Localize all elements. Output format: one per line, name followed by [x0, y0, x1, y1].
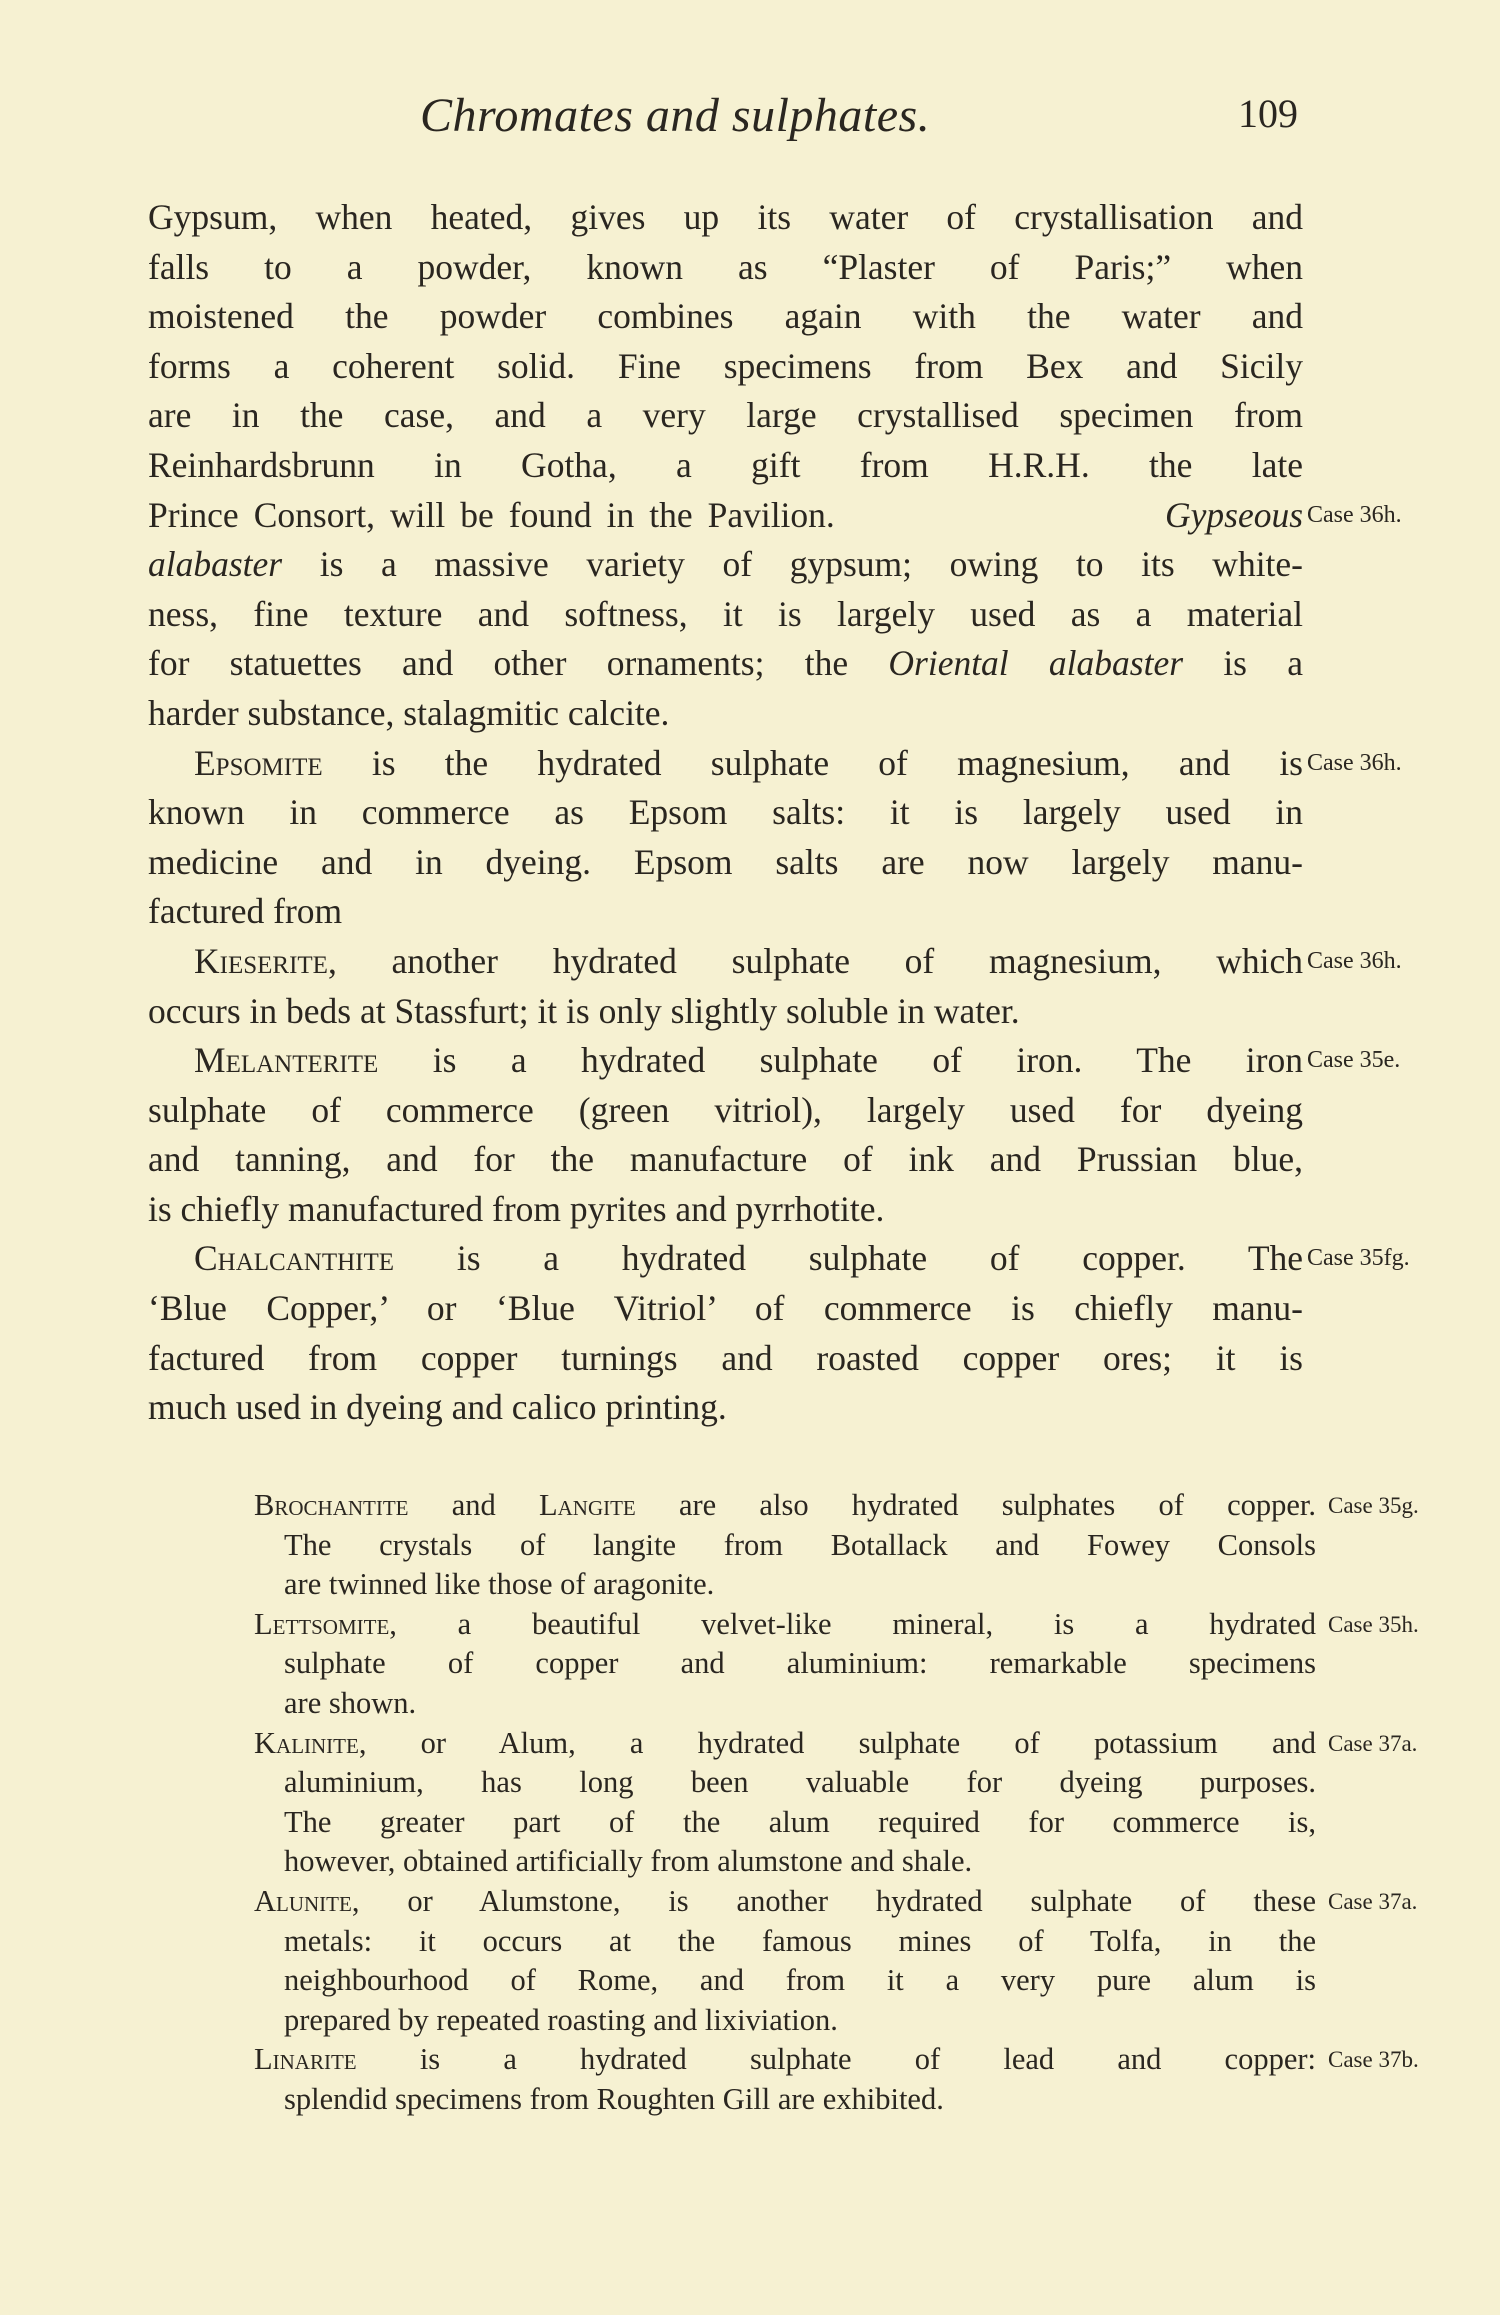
entry-kalinite: [254, 1724, 1418, 1882]
mineral-name: Chalcanthite: [194, 1238, 395, 1279]
text-line: falls to a powder, known as “Plaster of Paris;” when: [148, 246, 1303, 287]
entry-brochantite: [254, 1486, 1419, 1605]
main-text: [148, 193, 1410, 1433]
text-line: are in the case, and a very large crystallised specimen from: [148, 395, 1303, 436]
line-text: Prince Consort, will be found in the Pavilion.: [148, 494, 835, 535]
text-line: [148, 639, 1303, 689]
text-line: [148, 491, 1402, 541]
entry-alunite: [254, 1882, 1418, 2040]
text-line: sulphate of copper and aluminium: remarkable specimens: [284, 1646, 1316, 1681]
term-oriental-alabaster: Oriental alabaster: [888, 643, 1184, 684]
small-print-entries: [254, 1486, 1419, 2120]
text-line: [148, 937, 1402, 987]
text-line: prepared by repeated roasting and lixiviation.: [284, 2002, 838, 2037]
text-line: known in commerce as Epsom salts: it is largely used in: [148, 792, 1303, 833]
text-line: [148, 540, 1303, 590]
entry-lettsomite: [254, 1605, 1419, 1724]
line-text: , or Alum, a hydrated sulphate of potassium and: [358, 1725, 1316, 1760]
text-line: factured from copper turnings and roasted copper ores; it is: [148, 1337, 1303, 1378]
text-line: however, obtained artificially from alumstone and shale.: [284, 1844, 973, 1879]
case-reference: Case 36h.: [1307, 749, 1402, 776]
case-reference: Case 36h.: [1307, 947, 1402, 974]
text-line: [254, 1724, 1418, 1764]
case-reference: Case 35g.: [1328, 1493, 1419, 1518]
line-text: , a beautiful velvet-like mineral, is a hydrated: [389, 1606, 1316, 1641]
line-text: is the hydrated sulphate of magnesium, and is: [371, 742, 1303, 783]
term-gypseous: Gypseous: [1164, 494, 1304, 535]
text-line: ness, fine texture and softness, it is largely used as a material: [148, 593, 1303, 634]
text-line: and tanning, and for the manufacture of ink and Prussian blue,: [148, 1139, 1303, 1180]
line-text: is a massive variety of gypsum; owing to its white-: [319, 544, 1304, 585]
mineral-name: Langite: [538, 1488, 636, 1522]
text-line: neighbourhood of Rome, and from it a very pure alum is: [284, 1963, 1316, 1998]
text-line: factured from: [148, 891, 343, 932]
mineral-name: Lettsomite: [254, 1606, 390, 1641]
mineral-name: Alunite: [254, 1883, 352, 1918]
text-line: harder substance, stalagmitic calcite.: [148, 692, 670, 733]
mineral-name: Kalinite: [254, 1725, 359, 1760]
case-reference: Case 35e.: [1307, 1047, 1401, 1074]
page-number: 109: [1238, 91, 1298, 136]
line-text: is a hydrated sulphate of iron. The iron: [432, 1040, 1303, 1081]
text-line: much used in dyeing and calico printing.: [148, 1387, 727, 1428]
text-line: is chiefly manufactured from pyrites and pyrrhotite.: [148, 1188, 885, 1229]
text-line: medicine and in dyeing. Epsom salts are now largely manu-: [148, 841, 1303, 882]
running-header: [0, 88, 1500, 148]
case-reference: Case 37b.: [1328, 2047, 1419, 2073]
text-line: ‘Blue Copper,’ or ‘Blue Vitriol’ of commerce is chiefly manu-: [148, 1288, 1303, 1329]
case-reference: Case 35fg.: [1307, 1245, 1410, 1272]
mineral-name: Kieserite: [194, 940, 328, 981]
line-text: , or Alumstone, is another hydrated sulphate of these: [351, 1883, 1316, 1918]
text-line: splendid specimens from Roughten Gill are exhibited.: [284, 2081, 944, 2116]
text-line: Gypsum, when heated, gives up its water of crystallisation and: [148, 197, 1303, 237]
line-text: for statuettes and other ornaments; the: [148, 643, 849, 684]
paragraph-epsomite: [148, 739, 1402, 937]
paragraph-kieserite: [148, 937, 1402, 1036]
paragraph-gypsum: [148, 193, 1402, 739]
mineral-name: Brochantite: [254, 1488, 409, 1522]
text-line: moistened the powder combines again with the water and: [148, 296, 1303, 337]
text-line: [148, 739, 1402, 789]
line-text: , another hydrated sulphate of magnesium, which: [327, 940, 1303, 981]
text-line: [148, 1036, 1401, 1086]
text-line: are shown.: [284, 1685, 417, 1720]
line-text: and: [451, 1488, 496, 1522]
text-line: aluminium, has long been valuable for dyeing purposes.: [284, 1765, 1316, 1800]
mineral-name: Epsomite: [194, 742, 323, 783]
text-line: The greater part of the alum required for commerce is,: [284, 1804, 1316, 1839]
entry-linarite: [254, 2040, 1419, 2119]
line-text: is a hydrated sulphate of lead and copper:: [419, 2042, 1316, 2077]
text-line: [254, 1486, 1419, 1526]
line-text: is a hydrated sulphate of copper. The: [456, 1238, 1304, 1279]
text-line: sulphate of commerce (green vitriol), largely used for dyeing: [148, 1089, 1303, 1130]
paragraph-chalcanthite: [148, 1234, 1410, 1432]
running-title: Chromates and sulphates.: [420, 89, 931, 142]
line-text: are also hydrated sulphates of copper.: [678, 1488, 1316, 1522]
mineral-name: Linarite: [254, 2042, 357, 2077]
mineral-name: Melanterite: [194, 1040, 379, 1081]
case-reference: Case 36h.: [1307, 501, 1402, 528]
paragraph-melanterite: [148, 1036, 1401, 1234]
term-alabaster: alabaster: [148, 544, 283, 585]
text-line: The crystals of langite from Botallack and Fowey Consols: [284, 1527, 1316, 1562]
text-line: metals: it occurs at the famous mines of Tolfa, in the: [284, 1923, 1316, 1958]
line-text: is a: [1223, 643, 1304, 684]
text-line: [254, 1882, 1418, 1922]
case-reference: Case 35h.: [1328, 1611, 1419, 1637]
text-line: occurs in beds at Stassfurt; it is only slightly soluble in water.: [148, 990, 1020, 1031]
text-line: [254, 2040, 1419, 2080]
text-line: forms a coherent solid. Fine specimens from Bex and Sicily: [148, 345, 1303, 386]
text-line: [148, 1234, 1410, 1284]
case-reference: Case 37a.: [1328, 1730, 1418, 1756]
case-reference: Case 37a.: [1328, 1888, 1418, 1914]
text-line: are twinned like those of aragonite.: [284, 1567, 715, 1602]
text-line: Reinhardsbrunn in Gotha, a gift from H.R.H. the late: [148, 444, 1303, 485]
text-line: [254, 1605, 1419, 1645]
